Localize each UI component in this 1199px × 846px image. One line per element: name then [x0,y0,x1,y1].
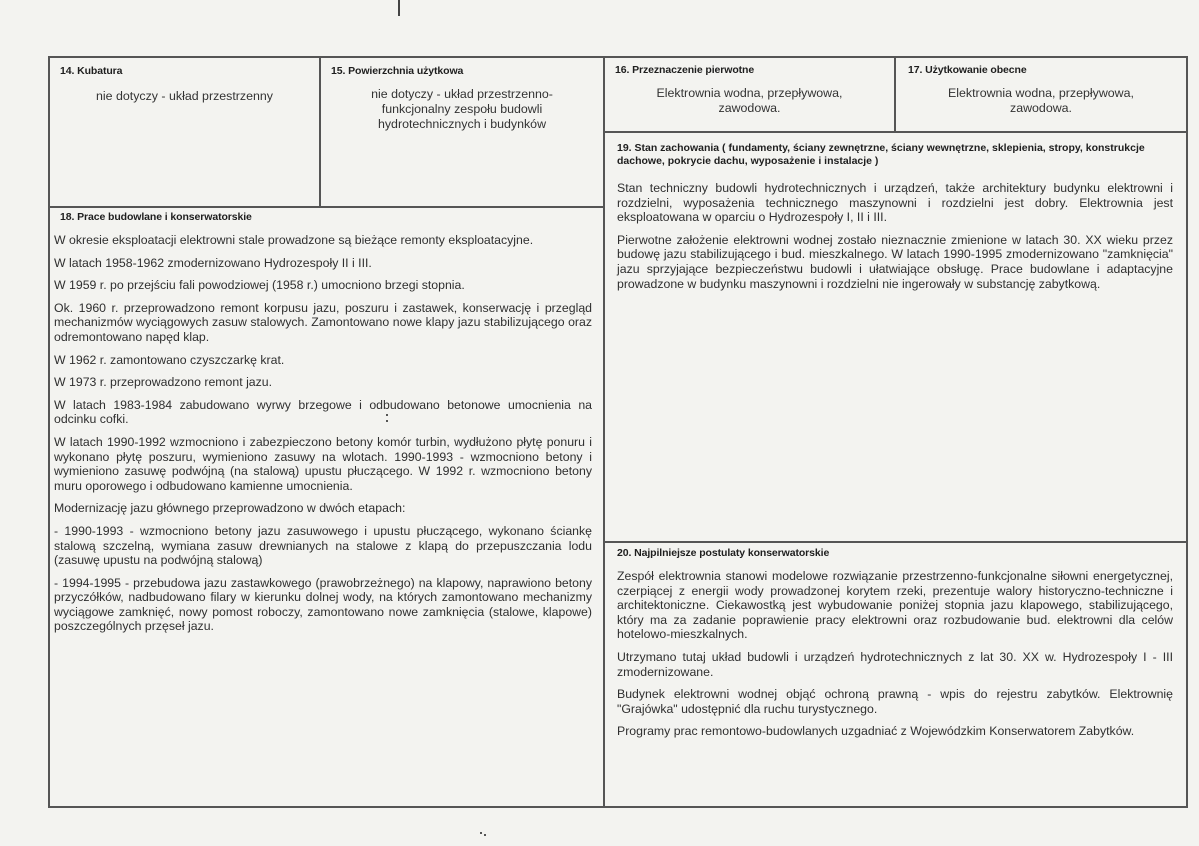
field-18-paragraph: W okresie eksploatacji elektrowni stale prowadzone są bieżące remonty eksploatacyjne. [54,233,534,247]
field-14-kubatura [50,58,319,206]
field-15-value: nie dotyczy - układ przestrzenno-funkcjonalny zespołu budowli hydrotechnicznych i budynków [371,87,553,131]
field-20-paragraph: Utrzymano tutaj układ budowli i urządzeń hydrotechnicznych z lat 30. XX w. Hydrozespoły I - III zmodernizowane. [617,649,1173,679]
field-18-prace-budowlane [50,208,603,806]
grid-line-bottom-right [604,806,1188,808]
field-17-uzytkowanie [896,58,1186,131]
field-14-value: nie dotyczy - układ przestrzenny [96,89,273,103]
field-18-paragraph: Modernizację jazu głównego przeprowadzono w dwóch etapach: [54,501,406,516]
field-17-value: Elektrownia wodna, przepływowa, zawodowa. [948,86,1134,115]
field-20-paragraph: Zespół elektrownia stanowi modelowe rozwiązanie przestrzenno-funkcjonalne siłowni energetycznej, czerpiącej z energii wody prowadzonej korytem rzeki, prezentuje walory historyczno-techniczne i architektoniczne. Ciekawostką jest wybudowanie poniżej stopnia jazu klapowego, stabilizującego, który ma za zadanie poprawienie pracy elektrowni oraz rozbudowanie bud. elektrowni dla celów hotelowo-mieszkalnych. [617,569,1173,642]
field-18-body [54,233,592,642]
top-mark [398,0,400,16]
scan-speck [386,420,388,422]
field-18-paragraph: - 1990-1993 - wzmocniono betony jazu zasuwowego i upustu płuczącego, wykonano ściankę stalową szczelną, wymiana zasuw drewnianych na stalowe z klapą do przepuszczania lodu (zasuwę upustu na podwójną stalową) [54,523,592,568]
field-18-paragraph: - 1994-1995 - przebudowa jazu zastawkowego (prawobrzeżnego) na klapowy, naprawiono betony przyczółków, nadbudowano filary w kierunku dolnej wody, na których zamontowano mechanizmy wyciągowe zamknięć, nowy pomost roboczy, zamontowano nowe zamknięcia (stalowe, klapowe) poszczególnych przęseł jazu. [54,575,592,634]
field-18-paragraph: W latach 1990-1992 wzmocniono i zabezpieczono betony komór turbin, wydłużono płytę ponuru i wykonano płytę poszuru, wymieniono zasuwy na wlotach. 1990-1993 - wzmocniono betony i wymieniono zasuwę podwójną (na stalową) upustu płuczącego. W 1992 r. wzmocniono betony muru oporowego i odbudowano kamienne umocnienia. [54,434,592,493]
field-16-value: Elektrownia wodna, przepływowa, zawodowa. [656,86,843,115]
field-19-paragraph: Stan techniczny budowli hydrotechnicznych i urządzeń, także architektury budynku elektrowni i rozdzielni, wyposażenia technicznego maszynowni i rozdzielni jest dobry. Elektrownia jest eksploatowana w oparciu o Hydrozespoły I, II i III. [617,181,1173,225]
field-17-header: 17. Użytkowanie obecne [908,64,1027,76]
scan-speck [484,834,486,836]
scan-speck [480,832,482,834]
field-15-powierzchnia [321,58,603,206]
field-14-header: 14. Kubatura [60,65,123,77]
field-20-body [617,569,1173,747]
field-18-paragraph: W 1973 r. przeprowadzono remont jazu. [54,375,273,390]
field-16-przeznaczenie [605,58,894,131]
field-19-paragraph: Pierwotne założenie elektrowni wodnej zostało nieznacznie zmienione w latach 30. XX wieku przez budowę jazu stabilizującego i bud. mieszkalnego. W latach 1990-1995 zmodernizowano "zamknięcia" jazu sprzyjające bezpieczeństwu budowli i ułatwiające obsługę. Prace budowlane i adaptacyjne prowadzone w budynku maszynowni i rozdzielni nie ingerowały w substancję zabytkową. [617,232,1173,291]
field-15-header: 15. Powierzchnia użytkowa [331,65,464,77]
field-20-paragraph: Budynek elektrowni wodnej objąć ochroną prawną - wpis do rejestru zabytków. Elektrownię "Grajówka" udostępnić dla ruchu turystycznego. [617,687,1173,716]
field-18-header: 18. Prace budowlane i konserwatorskie [60,211,252,223]
field-19-stan-zachowania [605,133,1186,541]
field-18-paragraph: Ok. 1960 r. przeprowadzono remont korpusu jazu, poszuru i zastawek, konserwację i przegląd mechanizmów wyciągowych zasuw stalowych. Zamontowano nowe klapy jazu stabilizującego oraz odremontowano napęd klap. [54,300,592,344]
field-18-paragraph: W 1962 r. zamontowano czyszczarkę krat. [54,352,285,367]
field-18-paragraph: W latach 1983-1984 zabudowano wyrwy brzegowe i odbudowano betonowe umocnienia na odcinku cofki. [54,397,592,427]
grid-line-right [1186,56,1188,808]
field-16-header: 16. Przeznaczenie pierwotne [615,64,755,76]
field-19-header: 19. Stan zachowania ( fundamenty, ściany zewnętrzne, ściany wewnętrzne, sklepienia, stropy, konstrukcje dachowe, pokrycie dachu, wyposażenie i instalacje ) [617,142,1145,167]
grid-line-bottom-left [48,806,605,808]
field-20-postulaty [605,543,1186,806]
field-20-paragraph: Programy prac remontowo-budowlanych uzgadniać z Wojewódzkim Konserwatorem Zabytków. [617,724,1135,739]
field-19-body [617,181,1173,299]
field-18-paragraph: W 1959 r. po przejściu fali powodziowej (1958 r.) umocniono brzegi stopnia. [54,278,465,293]
scan-speck [386,414,388,416]
field-20-header: 20. Najpilniejsze postulaty konserwatorskie [617,547,830,559]
field-18-paragraph: W latach 1958-1962 zmodernizowano Hydrozespoły II i III. [54,255,372,270]
